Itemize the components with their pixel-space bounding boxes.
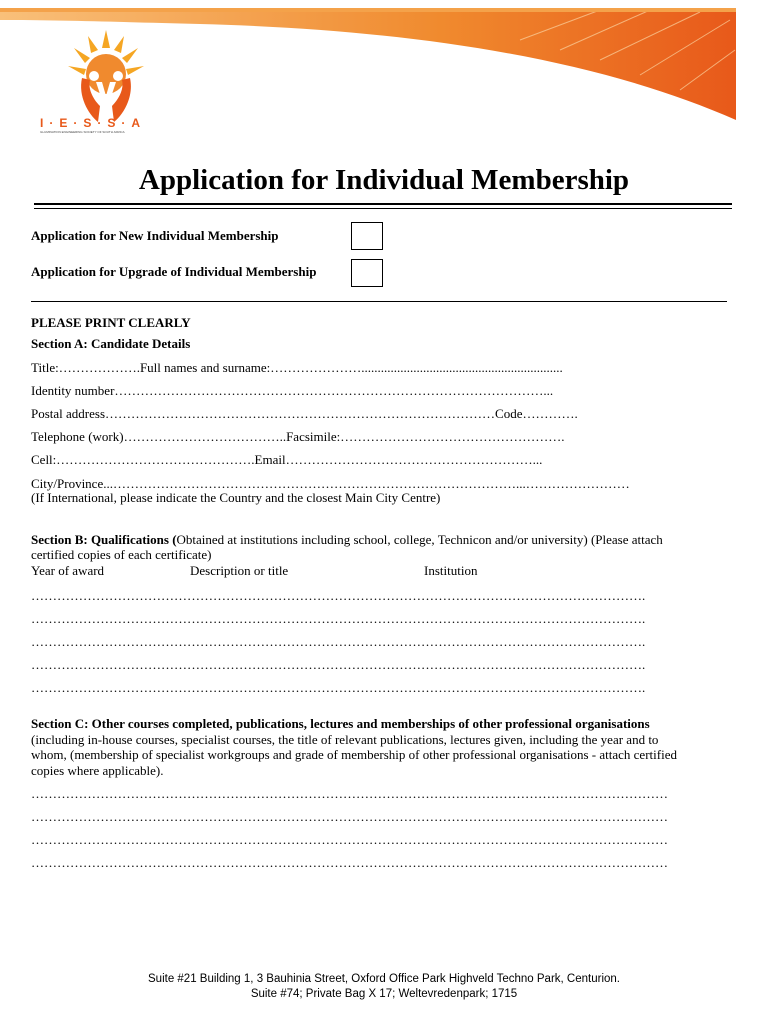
other-courses-line[interactable]: ………………………………………………………………………………………………………………………………… (31, 786, 668, 801)
other-courses-line[interactable]: ………………………………………………………………………………………………………………………………… (31, 809, 668, 824)
telephone-fax-field[interactable]: Telephone (work)………………………………..Facsimile:……………………………………………. (31, 429, 565, 444)
city-province-field[interactable]: City/Province...…………………………………………………………………………………...…………………… (31, 476, 630, 491)
col-description-header: Description or title (190, 563, 289, 578)
option-upgrade-label: Application for Upgrade of Individual Membership (31, 264, 317, 279)
section-b-heading: Section B: Qualifications ( (31, 532, 177, 547)
new-membership-checkbox[interactable] (351, 222, 383, 250)
section-b-note: Obtained at institutions including school, college, Technicon and/or university) (Please attach (176, 532, 663, 547)
qualification-line[interactable]: ……………………………………………………………………………………………………………………………. (31, 611, 646, 626)
col-institution-header: Institution (424, 563, 478, 578)
international-note: (If International, please indicate the Country and the closest Main City Centre) (31, 490, 441, 505)
col-year-header: Year of award (31, 563, 105, 578)
section-c-note-1: (including in-house courses, specialist courses, the title of relevant publications, lectures given, including the year and to (31, 732, 659, 747)
qualification-line[interactable]: ……………………………………………………………………………………………………………………………. (31, 634, 646, 649)
section-b-note-cont: certified copies of each certificate) (31, 547, 212, 562)
qualification-line[interactable]: ……………………………………………………………………………………………………………………………. (31, 588, 646, 603)
footer-address-2: Suite #74; Private Bag X 17; Weltevredenpark; 1715 (250, 988, 518, 1000)
upgrade-membership-checkbox[interactable] (351, 259, 383, 287)
title-rule-thin (34, 208, 732, 209)
section-c-note-3: copies where applicable). (31, 763, 164, 778)
logo-tagline: ILLUMINATION ENGINEERING SOCIETY OF SOUTH AFRICA (40, 130, 125, 134)
title-rule (34, 203, 732, 205)
divider (31, 301, 727, 302)
qualification-line[interactable]: ……………………………………………………………………………………………………………………………. (31, 680, 646, 695)
cell-email-field[interactable]: Cell:……………………………………….Email…………………………………………………... (31, 452, 543, 467)
title-name-field[interactable]: Title:……………….Full names and surname:………………….............................................................. (31, 360, 563, 375)
print-clearly-note: PLEASE PRINT CLEARLY (31, 315, 191, 330)
option-new-label: Application for New Individual Membership (31, 228, 279, 243)
section-a-heading: Section A: Candidate Details (31, 336, 191, 351)
other-courses-line[interactable]: ………………………………………………………………………………………………………………………………… (31, 832, 668, 847)
identity-number-field[interactable]: Identity number………………………………………………………………………………………... (31, 383, 554, 398)
page-title: Application for Individual Membership (138, 164, 630, 196)
section-c-heading: Section C: Other courses completed, publications, lectures and memberships of other professional organisations (31, 716, 650, 731)
qualification-line[interactable]: ……………………………………………………………………………………………………………………………. (31, 657, 646, 672)
postal-address-field[interactable]: Postal address………………………………………………………………………………Code…………. (31, 406, 578, 421)
logo-wordmark: I·E·S·S·A (40, 116, 146, 130)
other-courses-line[interactable]: ………………………………………………………………………………………………………………………………… (31, 855, 668, 870)
section-c-note-2: whom, (membership of specialist workgroups and grade of membership of other professional organisations - attach certified (31, 747, 677, 762)
footer-address-1: Suite #21 Building 1, 3 Bauhinia Street, Oxford Office Park Highveld Techno Park, Centurion. (148, 973, 620, 985)
